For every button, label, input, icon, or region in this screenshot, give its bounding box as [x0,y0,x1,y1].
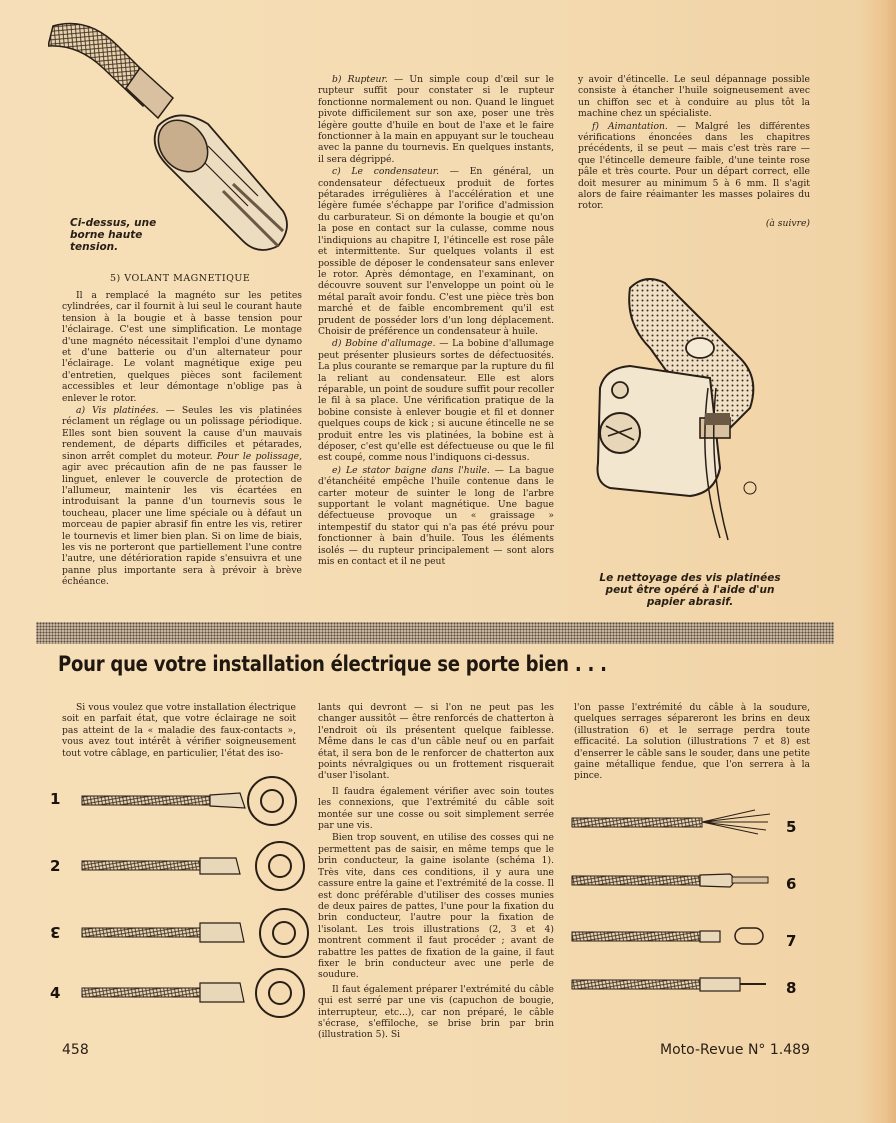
figure-number-1: 1 [50,790,61,808]
bottom-col2-p4: Il faut également préparer l'extrémité du câble qui est serré par une vis (capuchon de bougie, interrupteur, etc...), car non préparé, le câble s'écrase, s'effiloche, se brise brin par brin (illustration 5). Si [318,983,554,1041]
figure-number-6: 6 [786,875,797,893]
article-headline: Pour que votre installation électrique se porte bien . . . [58,652,607,676]
magazine-title: Moto-Revue [660,1042,744,1058]
polissage-lead: Pour le polissage, [216,450,302,462]
col1-paragraph: Il a remplacé la magnéto sur les petites cylindrées, car il fournit à lui seul le courant haute tension à la bougie et à basse tension pour l'éclairage. C'est une simplification. Le montage d'une magnéto nécessitait l'emploi d'une dynamo et d'une batterie ou d'un alternateur pour l'éclairage. Le volant magnétique exige peu d'entretien, quelques pièces sont facilement accessibles et leur démontage n'oblige pas à enlever le rotor. [62,290,302,404]
bottom-column-3 [574,702,810,783]
bobine-lead: d) Bobine d'allumage. [332,338,436,350]
aimantation-text: — Malgré les différentes vérifications énoncées dans les chapitres précédents, il se peut — mais c'est très rare — que l'étincelle demeure faible, d'une teinte rose pâle et très courte. Pour un départ correct, elle doit mesurer au minimum 5 à 6 mm. Il s'agit alors de faire réaimanter les masses polaires du rotor. [578,120,810,212]
figure-number-7: 7 [786,932,797,950]
right-caption: Le nettoyage des vis platinées peut être opéré à l'aide d'un papier abrasif. [599,572,781,608]
stator-paragraph [318,465,554,568]
rupteur-paragraph [318,74,554,165]
col3-paragraph: y avoir d'étincelle. Le seul dépannage possible consiste à étancher l'huile soigneusement avec un chiffon sec et à conduire au plus tôt la machine chez un spécialiste. [578,74,810,120]
col1-paragraph-vis [62,405,302,588]
top-left-caption: Ci-dessus, une borne haute tension. [70,217,157,253]
figure-number-4: 4 [50,984,61,1002]
col1-text-end: agir avec précaution afin de ne pas fausser le linguet, enlever le couvercle de protection de l'allumeur, maintenir les vis écartées en introduisant la panne d'un tournevis sous le toucheau, placer une lime spéciale ou à défaut un morceau de papier abrasif fin entre les vis, retirer le tournevis et limer bien plan. Si on lime de biais, les vis ne porteront que partiellement l'une contre l'autre, une détérioration rapide s'ensuivra et une panne plus importante sera à prévoir à brève échéance. [62,462,302,588]
figure-number-3: 3 [50,923,61,941]
aimantation-paragraph [578,121,810,212]
bottom-column-1 [62,702,296,760]
magazine-name [660,1042,810,1058]
rupteur-text: — Un simple coup d'œil sur le rupteur suffit pour constater si le rupteur fonctionne normalement ou non. Quand le linguet pivote difficilement sur son axe, poser une très légère goutte d'huile en bout de l'axe et le faire fonctionner à la main en appuyant sur le toucheau avec la panne du tournevis. En quelques instants, il sera dégrippé. [318,74,554,165]
breaker-points-illustration [590,268,800,568]
vis-platinees-lead: a) Vis platinées. [76,405,159,417]
bobine-text: — La bobine d'allumage peut présenter plusieurs sortes de défectuosités. La plus courante se remarque par la rupture du fil la reliant au condensateur. Elle est alors réparable, un point de soudure suffit pour recoller le fil à sa place. Une vérification pratique de la bobine consiste à enlever bougie et fil et donner quelques coups de kick ; si aucune étincelle ne se produit entre les vis platinées, la bobine est à déposer, c'est qu'elle est défectueuse ou que le fil est coupé, comme nous l'indiquons ci-dessus. [318,338,554,464]
figure-number-5: 5 [786,818,797,836]
rupteur-lead: b) Rupteur. [332,74,388,85]
bobine-paragraph [318,338,554,463]
section-title: 5) VOLANT MAGNETIQUE [110,273,251,284]
stator-lead: e) Le stator baigne dans l'huile. [332,464,490,476]
section-divider-band [36,622,834,644]
page-edge-shadow [860,0,896,1123]
column-1 [62,290,302,589]
col1-text: — Seules les vis platinées réclament un réglage ou un polissage périodique. Elles sont bien souvent la cause d'un mauvais rendement, de départs difficiles et pétarades, sinon arrêt complet du moteur. [62,405,302,462]
column-2 [318,74,554,568]
bottom-col2-p2: Il faudra également vérifier avec soin toutes les connexions, que l'extrémité du câble soit montée sur une cosse ou soit simplement serrée par une vis. [318,785,554,832]
condensateur-text: — En général, un condensateur défectueux produit de fortes pétarades irrégulières à l'accélération et une légère fumée s'échappe par l'orifice d'admission du carburateur. Si on démonte la bougie et qu'on la pose en contact sur la culasse, comme nous l'indiquions au chapitre I, l'étincelle est rose pâle et intermittente. Sur quelques volants il est possible de déposer le condensateur sans enlever le rotor. Après démontage, en l'examinant, on découvre souvent sur l'enveloppe un point où le métal paraît avoir fondu. C'est une pièce très bon marché et de faible encombrement qu'il est prudent de posséder lors d'un long déplacement. Choisir de préférence un condensateur à huile. [318,166,554,337]
bottom-col2-p1: lants qui devront — si l'on ne peut pas les changer aussitôt — être renforcés de chatterton à l'endroit où ils présentent quelque faiblesse. Même dans le cas d'un câble neuf ou en parfait état, il sera bon de le renforcer de chatterton aux points névralgiques ou un frottement risquerait d'user l'isolant. [318,702,554,782]
condensateur-paragraph [318,166,554,337]
bottom-col2-p3: Bien trop souvent, en utilise des cosses qui ne permettent pas de saisir, en même temps que le brin conducteur, la gaine isolante (schéma 1). Très vite, dans ces conditions, il y aura une cassure entre la gaine et l'extrémité de la cosse. Il est donc préférable d'utiliser des cosses munies de deux paires de pattes, l'une pour la fixation du brin conducteur, l'autre pour la fixation de l'isolant. Les trois illustrations (2, 3 et 4) montrent comment il faut procéder ; avant de rabattre les pattes de fixation de la gaine, il faut fixer le brin conducteur avec une perle de soudure. [318,832,554,981]
bottom-col3-text: l'on passe l'extrémité du câble à la soudure, quelques serrages sépareront les brins en deux (illustration 6) et le serrage perdra toute efficacité. La solution (illustrations 7 et 8) est d'enserrer le câble sans le souder, dans une petite gaine métallique fendue, que l'on serrera à la pince. [574,702,810,782]
cable-illustrations-left [40,776,315,1026]
a-suivre: (à suivre) [765,217,810,229]
stator-text: — La bague d'étanchéité empêche l'huile contenue dans le carter moteur de suinter le long de l'arbre supportant le volant magnétique. Une bague défectueuse provoque un « graissage » intempestif du stator qui n'a pas été prévu pour fonctionner à bain d'huile. Tous les éléments isolés — du rupteur principalement — sont alors mis en contact et il ne peut [318,464,555,568]
figure-number-8: 8 [786,979,797,997]
column-3 [578,74,810,230]
bottom-col1-text: Si vous voulez que votre installation électrique soit en parfait état, que votre éclairage ne soit pas atteint de la « maladie des faux-contacts », vous avez tout intérêt à vérifier soigneusement tout votre câblage, en particulier, l'état des iso- [62,702,296,759]
figure-number-2: 2 [50,857,61,875]
page-number: 458 [62,1042,89,1058]
issue-number: N° 1.489 [747,1042,810,1058]
aimantation-lead: f) Aimantation. [592,120,668,132]
condensateur-lead: c) Le condensateur. [332,166,440,178]
bottom-column-2 [318,702,554,1042]
cable-illustrations-right [570,800,780,1000]
